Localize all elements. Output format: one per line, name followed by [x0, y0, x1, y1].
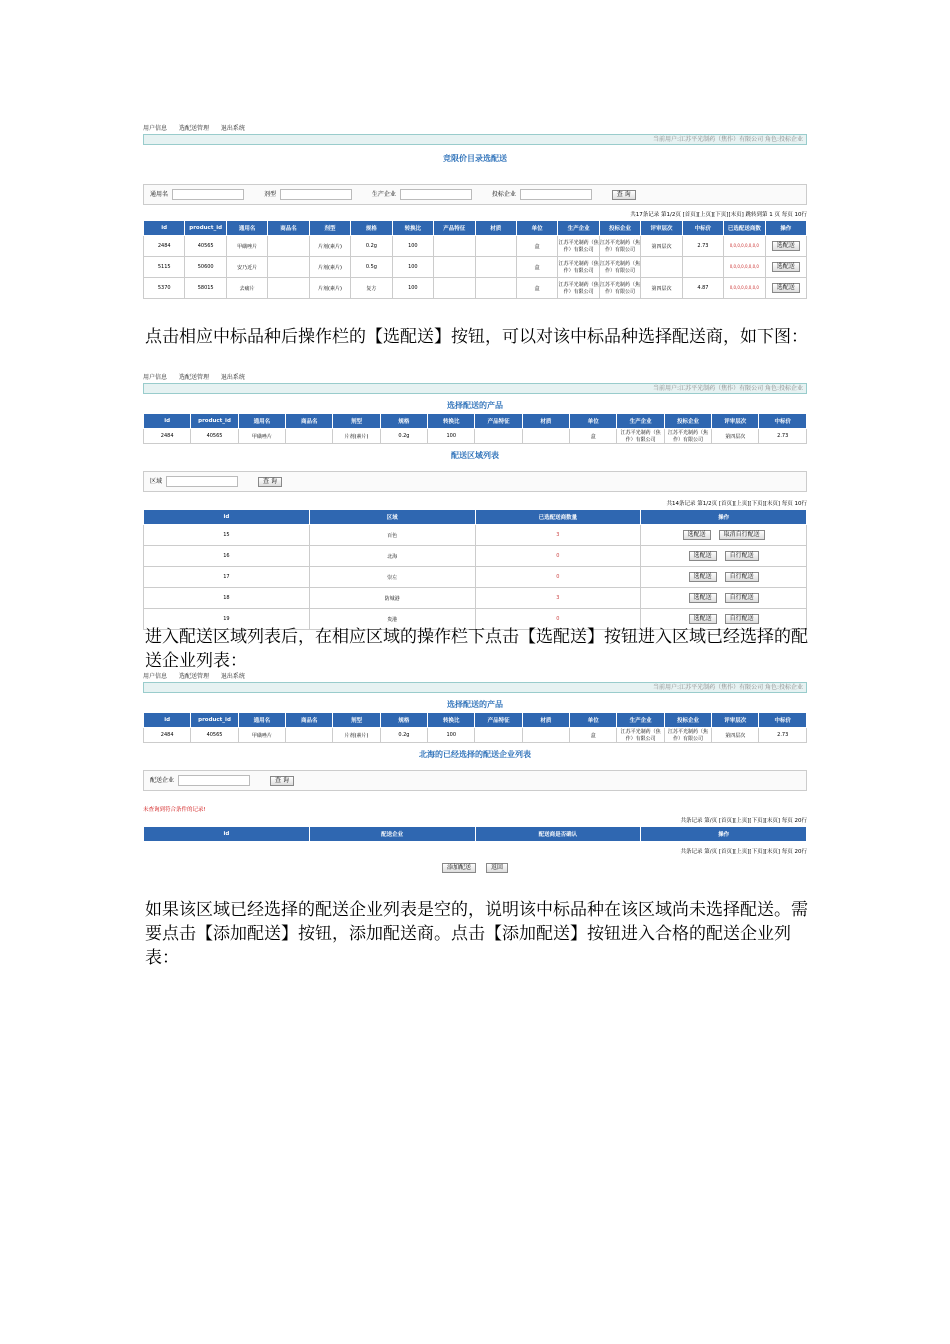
- column-header: 商品名: [268, 221, 309, 236]
- top-menu: [143, 372, 807, 383]
- table-cell: [475, 728, 522, 743]
- label-bidder: 投标企业: [491, 191, 516, 198]
- column-header: 操作: [641, 827, 807, 842]
- column-header: 通用名: [226, 221, 267, 236]
- menu-logout[interactable]: 退出系统: [220, 673, 245, 680]
- region-id: 16: [144, 546, 310, 567]
- self-distribution-button[interactable]: 自行配送: [725, 572, 759, 582]
- column-header: 材质: [522, 414, 569, 429]
- column-header: 评审层次: [712, 414, 759, 429]
- table-cell: [286, 728, 333, 743]
- column-header: 已选配送商数: [724, 221, 765, 236]
- user-bar: 当前用户:江苏平光制药（焦作）有限公司 角色:投标企业: [143, 682, 807, 693]
- table-cell: 江苏平光制药（焦作）有限公司: [558, 257, 599, 278]
- pager-top[interactable]: 共条记录 第/页 [首页][上页][下页][末页] 每页 20行: [680, 818, 807, 824]
- self-distribution-button[interactable]: 自行配送: [725, 614, 759, 624]
- table-cell: [434, 278, 475, 299]
- column-header: 通用名: [238, 713, 285, 728]
- menu-user-info[interactable]: 用户信息: [143, 673, 168, 680]
- table-cell: 2484: [144, 236, 185, 257]
- table-cell: 5115: [144, 257, 185, 278]
- table-row: [144, 236, 807, 257]
- table-cell: 片剂(素片): [309, 278, 350, 299]
- label-dosage-form: 剂型: [263, 191, 276, 198]
- column-header: 操作: [641, 510, 807, 525]
- column-header: 单位: [516, 221, 557, 236]
- table-cell: 去痛片: [226, 278, 267, 299]
- table-cell: [475, 257, 516, 278]
- manufacturer-input[interactable]: [400, 189, 472, 200]
- column-header: 配送企业: [309, 827, 475, 842]
- back-button[interactable]: 返回: [486, 863, 508, 873]
- product-title: 选择配送的产品: [447, 700, 503, 709]
- column-header: 单位: [570, 713, 617, 728]
- region-count: 0: [475, 546, 641, 567]
- table-cell: 甲磺唑片: [238, 728, 285, 743]
- column-header: id: [144, 221, 185, 236]
- table-cell: [682, 257, 723, 278]
- screenshot-distributor-list: [143, 671, 807, 873]
- table-cell: 片剂(素片): [309, 257, 350, 278]
- distributor-search-form: [143, 770, 807, 791]
- region-count: 0: [475, 567, 641, 588]
- search-button[interactable]: 查 询: [612, 190, 636, 200]
- table-cell: [268, 278, 309, 299]
- table-row: [144, 567, 807, 588]
- column-header: 材质: [475, 221, 516, 236]
- region-actions: [641, 525, 807, 546]
- product-table: [143, 413, 807, 444]
- table-cell: 第四层次: [712, 728, 759, 743]
- table-row: [144, 429, 807, 444]
- column-header: 商品名: [286, 414, 333, 429]
- search-button[interactable]: 查 询: [258, 477, 282, 487]
- user-bar: 当前用户:江苏平光制药（焦作）有限公司 角色:投标企业: [143, 134, 807, 145]
- pager[interactable]: 共14条记录 第1/2页 [首页][上页][下页][末页] 每页 10行: [666, 501, 807, 507]
- column-header: 规格: [380, 414, 427, 429]
- table-cell: 第四层次: [712, 429, 759, 444]
- table-cell: 100: [428, 429, 475, 444]
- table-cell: [475, 278, 516, 299]
- table-cell: [724, 236, 765, 257]
- top-menu: [143, 671, 807, 682]
- distributor-counts: 0,0,0,0,0,0,0,0: [729, 264, 759, 269]
- table-cell: 2.73: [759, 429, 807, 444]
- column-header: 产品特征: [434, 221, 475, 236]
- table-cell: [475, 236, 516, 257]
- region-id: 19: [144, 609, 310, 630]
- region-count: 0: [475, 609, 641, 630]
- paragraph-3: 如果该区域已经选择的配送企业列表是空的，说明该中标品种在该区域尚未选择配送。需要点击【添加配送】按钮，添加配送商。点击【添加配送】按钮进入合格的配送企业列表：: [145, 900, 808, 968]
- table-cell: [286, 429, 333, 444]
- table-cell: 100: [392, 257, 433, 278]
- column-header: 中标价: [682, 221, 723, 236]
- column-header: 商品名: [286, 713, 333, 728]
- column-header: id: [144, 414, 191, 429]
- table-cell: 40565: [185, 236, 226, 257]
- table-cell: 40565: [191, 728, 238, 743]
- table-cell: 江苏平光制药（焦作）有限公司: [599, 278, 640, 299]
- region-title: 配送区域列表: [451, 451, 499, 460]
- search-button[interactable]: 查 询: [270, 776, 294, 786]
- table-row: [144, 728, 807, 743]
- column-header: 投标企业: [599, 221, 640, 236]
- region-actions: [641, 567, 807, 588]
- column-header: product_id: [191, 414, 238, 429]
- label-generic-name: 通用名: [150, 191, 169, 198]
- table-cell: 40565: [191, 429, 238, 444]
- column-header: 剂型: [309, 221, 350, 236]
- table-cell: [522, 429, 569, 444]
- table-cell: 2484: [144, 429, 191, 444]
- table-cell: 江苏平光制药（焦作）有限公司: [617, 429, 664, 444]
- column-header: 产品特征: [475, 713, 522, 728]
- region-count: 3: [475, 588, 641, 609]
- table-cell: 盒: [516, 236, 557, 257]
- table-cell: [765, 257, 806, 278]
- column-header: 操作: [765, 221, 806, 236]
- table-cell: [641, 257, 682, 278]
- generic-name-input[interactable]: [172, 189, 244, 200]
- label-distributor: 配送企业: [150, 777, 175, 784]
- menu-user-info[interactable]: 用户信息: [143, 374, 168, 381]
- region-id: 17: [144, 567, 310, 588]
- column-header: 生产企业: [617, 713, 664, 728]
- region-actions: [641, 588, 807, 609]
- user-bar: 当前用户:江苏平光制药（焦作）有限公司 角色:投标企业: [143, 383, 807, 394]
- table-cell: 片剂(素片): [333, 429, 380, 444]
- no-records-warning: 未查询到符合条件的记录!: [143, 807, 206, 813]
- table-cell: [522, 728, 569, 743]
- select-distribution-button[interactable]: 选配送: [689, 614, 717, 624]
- table-cell: 甲磺唑片: [238, 429, 285, 444]
- drug-table: [143, 220, 807, 299]
- table-cell: [268, 236, 309, 257]
- column-header: 配送商是否确认: [475, 827, 641, 842]
- column-header: 剂型: [333, 414, 380, 429]
- bidder-input[interactable]: [520, 189, 592, 200]
- table-cell: 江苏平光制药（焦作）有限公司: [617, 728, 664, 743]
- table-cell: 0.2g: [380, 728, 427, 743]
- select-distribution-button[interactable]: 选配送: [772, 283, 800, 293]
- screenshot-region-list: [143, 372, 807, 630]
- table-cell: [724, 257, 765, 278]
- column-header: 转换比: [392, 221, 433, 236]
- region-actions: [641, 546, 807, 567]
- column-header: id: [144, 827, 310, 842]
- table-row: [144, 525, 807, 546]
- table-cell: 0.2g: [380, 429, 427, 444]
- column-header: 评审层次: [641, 221, 682, 236]
- select-distribution-button[interactable]: 选配送: [689, 572, 717, 582]
- region-id: 18: [144, 588, 310, 609]
- table-cell: 盒: [570, 429, 617, 444]
- distributor-table: [143, 826, 807, 842]
- pager-bottom[interactable]: 共条记录 第/页 [首页][上页][下页][末页] 每页 20行: [680, 849, 807, 855]
- table-cell: [724, 278, 765, 299]
- label-region: 区域: [150, 478, 163, 485]
- dosage-form-input[interactable]: [280, 189, 352, 200]
- menu-user-info[interactable]: 用户信息: [143, 125, 168, 132]
- table-cell: 第四层次: [641, 236, 682, 257]
- product-title: 选择配送的产品: [447, 401, 503, 410]
- column-header: 区域: [309, 510, 475, 525]
- column-header: 通用名: [238, 414, 285, 429]
- column-header: 产品特征: [475, 414, 522, 429]
- column-header: 剂型: [333, 713, 380, 728]
- table-cell: 江苏平光制药（焦作）有限公司: [599, 257, 640, 278]
- paragraph-1: 点击相应中标品种后操作栏的【选配送】按钮，可以对该中标品种选择配送商，如下图：: [145, 327, 808, 347]
- column-header: 单位: [570, 414, 617, 429]
- menu-logout[interactable]: 退出系统: [220, 125, 245, 132]
- self-distribution-button[interactable]: 取消自行配送: [719, 530, 765, 540]
- column-header: id: [144, 713, 191, 728]
- column-header: 投标企业: [664, 414, 711, 429]
- column-header: 规格: [351, 221, 392, 236]
- table-cell: 江苏平光制药（焦作）有限公司: [558, 236, 599, 257]
- table-cell: 100: [392, 278, 433, 299]
- table-row: [144, 278, 807, 299]
- table-row: [144, 257, 807, 278]
- column-header: 中标价: [759, 713, 807, 728]
- column-header: 评审层次: [712, 713, 759, 728]
- select-distribution-button[interactable]: 选配送: [772, 262, 800, 272]
- table-cell: 江苏平光制药（焦作）有限公司: [599, 236, 640, 257]
- region-id: 15: [144, 525, 310, 546]
- top-menu: [143, 123, 807, 134]
- table-cell: 盒: [570, 728, 617, 743]
- search-form: [143, 184, 807, 205]
- distributor-input[interactable]: [178, 775, 250, 786]
- column-header: product_id: [191, 713, 238, 728]
- table-cell: 0.2g: [351, 236, 392, 257]
- table-cell: 50600: [185, 257, 226, 278]
- region-name: 崇左: [309, 567, 475, 588]
- table-cell: 4.87: [682, 278, 723, 299]
- table-cell: 5370: [144, 278, 185, 299]
- table-cell: 2.73: [682, 236, 723, 257]
- product-table: [143, 712, 807, 743]
- region-input[interactable]: [166, 476, 238, 487]
- table-cell: [268, 257, 309, 278]
- column-header: 投标企业: [664, 713, 711, 728]
- column-header: id: [144, 510, 310, 525]
- table-cell: 安乃近片: [226, 257, 267, 278]
- select-distribution-button[interactable]: 选配送: [772, 241, 800, 251]
- region-count: 3: [475, 525, 641, 546]
- region-name: 贵港: [309, 609, 475, 630]
- table-cell: [434, 257, 475, 278]
- region-name: 百色: [309, 525, 475, 546]
- column-header: 中标价: [759, 414, 807, 429]
- table-row: [144, 588, 807, 609]
- table-cell: 0.5g: [351, 257, 392, 278]
- column-header: product_id: [185, 221, 226, 236]
- screenshot-drug-list: [143, 123, 807, 299]
- table-cell: 100: [392, 236, 433, 257]
- table-cell: 江苏平光制药（焦作）有限公司: [664, 728, 711, 743]
- menu-distribution[interactable]: 选配送管理: [178, 125, 209, 132]
- select-distribution-button[interactable]: 选配送: [689, 551, 717, 561]
- table-cell: 100: [428, 728, 475, 743]
- table-cell: [434, 236, 475, 257]
- menu-logout[interactable]: 退出系统: [220, 374, 245, 381]
- table-cell: 片剂(素片): [333, 728, 380, 743]
- table-cell: 片剂(素片): [309, 236, 350, 257]
- menu-distribution[interactable]: 选配送管理: [178, 673, 209, 680]
- column-header: 材质: [522, 713, 569, 728]
- menu-distribution[interactable]: 选配送管理: [178, 374, 209, 381]
- table-cell: 复方: [351, 278, 392, 299]
- self-distribution-button[interactable]: 自行配送: [725, 593, 759, 603]
- page-title: 竞限价目录选配送: [443, 154, 507, 163]
- distributor-counts: 0,0,0,0,0,0,0,0: [729, 285, 759, 290]
- pager[interactable]: 共17条记录 第1/2页 [首页][上页][下页][末页] 跳转到第 1 页 每页 10行: [630, 212, 807, 218]
- table-cell: 江苏平光制药（焦作）有限公司: [558, 278, 599, 299]
- select-distribution-button[interactable]: 选配送: [683, 530, 711, 540]
- table-cell: [765, 278, 806, 299]
- column-header: 生产企业: [617, 414, 664, 429]
- table-cell: 2.73: [759, 728, 807, 743]
- distributor-counts: 0,0,0,0,0,0,0,0: [729, 243, 759, 248]
- table-cell: 盒: [516, 257, 557, 278]
- distributor-title: 北海的已经选择的配送企业列表: [419, 750, 531, 759]
- table-row: [144, 546, 807, 567]
- table-cell: [765, 236, 806, 257]
- table-cell: [475, 429, 522, 444]
- table-cell: 江苏平光制药（焦作）有限公司: [664, 429, 711, 444]
- column-header: 已选配送商数量: [475, 510, 641, 525]
- region-table: [143, 509, 807, 630]
- select-distribution-button[interactable]: 选配送: [689, 593, 717, 603]
- column-header: 转换比: [428, 414, 475, 429]
- table-cell: 2484: [144, 728, 191, 743]
- region-search-form: [143, 471, 807, 492]
- column-header: 规格: [380, 713, 427, 728]
- add-distribution-button[interactable]: 添加配送: [442, 863, 476, 873]
- table-cell: 盒: [516, 278, 557, 299]
- region-name: 防城港: [309, 588, 475, 609]
- table-cell: 第四层次: [641, 278, 682, 299]
- table-cell: 甲磺唑片: [226, 236, 267, 257]
- region-name: 北海: [309, 546, 475, 567]
- column-header: 转换比: [428, 713, 475, 728]
- paragraph-2: 进入配送区域列表后，在相应区域的操作栏下点击【选配送】按钮进入区域已经选择的配送企业列表：: [145, 627, 808, 671]
- action-bar: [143, 863, 807, 873]
- label-manufacturer: 生产企业: [371, 191, 396, 198]
- column-header: 生产企业: [558, 221, 599, 236]
- table-cell: 58015: [185, 278, 226, 299]
- self-distribution-button[interactable]: 自行配送: [725, 551, 759, 561]
